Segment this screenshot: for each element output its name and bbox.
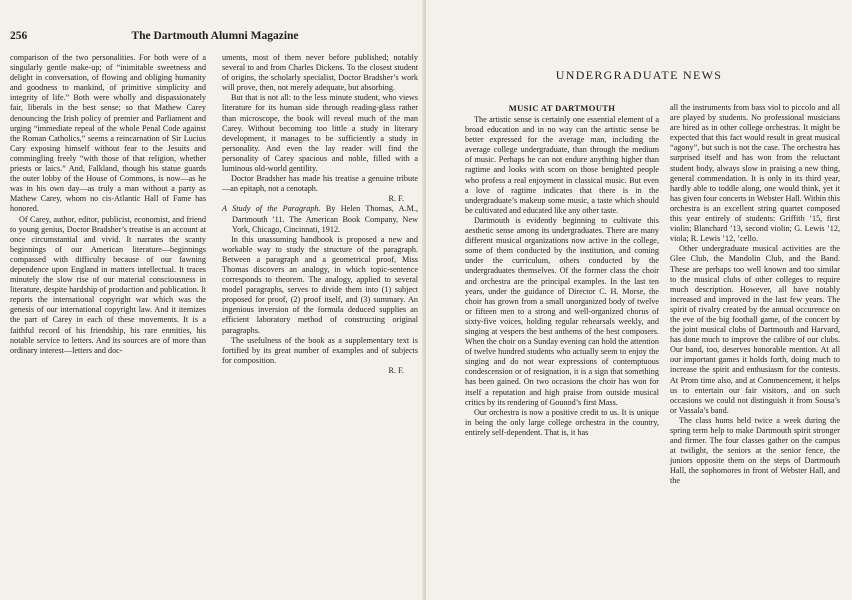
paragraph: In this unassuming handbook is proposed a new and workable way to study the structure of the paragraph. Between a paragraph and a geometrical proof, Miss Thomas discovers an analogy, in which topic-sentence corresponds to theorem. The analogy, applied to several model paragraphs, serves to divide them into (1) subject proposed for proof, (2) proof itself, and (3) summary. An ingenious inversion of the formula deduced supplies an efficient laboratory method of constructing original paragraphs. [222, 234, 418, 335]
paragraph: But that is not all: to the less minute student, who views literature for its human side through reading-glass rather than microscope, the book will reveal much of the man Carey. Without becoming too little a study in literary development, it manages to be sufficiently a study in personality. And even the lay reader will find the personality of Carey spacious and noble, filled with a luminous old-world gentility. [222, 93, 418, 174]
review-meta: By Helen Thomas, A.M., Dartmouth ’11. The American Book Company, New York, Chicago, Cincinnati, 1912. [232, 204, 418, 234]
review-heading [222, 204, 418, 234]
paragraph: Other undergraduate musical activities are the Glee Club, the Mandolin Club, and the Band. These are perhaps too well known and too similar to the musical clubs of other colleges to require much description. However, all have notably increased and improved in the last few years. The spirit of rivalry created by the annual occurence on the eve of the big football game, of the concert by the joint musical clubs of Dartmouth and Harvard, has done much to improve the calibre of our clubs. Our band, too, deserves honorable mention. At all our important games it holds forth, doing much to increase the spirit and enthusiasm for the contests. At Prom time also, and at Commencement, it helps us to entertain our fair visitors, and on such occasions we could not distinguish it from Sousa’s or Vassala’s band. [670, 244, 840, 415]
paragraph: Our orchestra is now a positive credit to us. It is unique in being the only large college orchestra in the country, entirely self-dependent. That is, it has [465, 407, 659, 437]
signature: R. F. [388, 194, 404, 204]
paragraph: all the instruments from bass viol to piccolo and all are played by students. No professional musicians are hired as in other college orchestras. It might be expected that this fact would result in great musical “agony”, but such is not the case. The orchestra has surprised itself and has won from the reluctant student body, always slow in praising a new thing, general commendation. It is only in its third year, hardly able to toddle along, one would think, yet it has given four concerts in Webster Hall. Within this orchestra is an excellent string quartet composed this year entirely of students: Griffith ’15, first violin; Blanchard ’13, second violin; G. Lewis ’12, viola; R. Lewis ’12, ’cello. [670, 103, 840, 244]
page-number: 256 [10, 30, 28, 42]
left-column-2 [222, 53, 418, 376]
signature: R. F. [388, 365, 404, 375]
paragraph: The usefulness of the book as a supplementary text is fortified by its great number of examples and of subjects for composition. [222, 335, 418, 365]
article-title: MUSIC AT DARTMOUTH [508, 103, 616, 113]
right-column-1 [465, 115, 659, 438]
paragraph: uments, most of them never before published; notably several to and from Charles Dickens. To the closest student of origins, the scholarly specialist, Doctor Bradsher’s work will prove, then, not merely adequate, but absorbing. [222, 53, 418, 93]
left-column-1 [10, 53, 206, 356]
running-head: The Dartmouth Alumni Magazine [131, 30, 299, 42]
paragraph: The class hums held twice a week during the spring term help to make Dartmouth spirit stronger and firmer. The four classes gather on the campus at twilight, the seniors at the senior fence, the juniors opposite them on the steps of Dartmouth Hall, the sophomores in front of Webster Hall, and the [670, 415, 840, 486]
paragraph: Of Carey, author, editor, publicist, economist, and friend to young genius, Doctor Bradsher’s treatise is an account at once circumstantial and vivid. It narrates the scanty beginnings of our American literature—beginnings compassed with difficulty because of our fawning dependence upon England in matters intellectual. It traces minutely the slow rise of our material consciousness in literature, despite hardship of production and publication. It reports the international copyright war which was the genesis of our international copyright law. And it itemizes the part of Carey in each of these movements. It is a faithful record of his friendship, his rare enmities, his notable service to letters. And its sources are of more than ordinary interest—letters and doc- [10, 214, 206, 355]
review-title: A Study of the Paragraph. [222, 204, 321, 214]
section-title: UNDERGRADUATE NEWS [555, 68, 723, 82]
right-column-2 [670, 103, 840, 487]
paragraph: Dartmouth is evidently beginning to cultivate this aesthetic sense among its undergraduates. There are many different musical organizations now active in the college, some of them conducted by the institution, and coming under the curriculum, others conducted by the undergraduates themselves. Of the former class the choir and orchestra are the principal examples. In the last ten years, under the guidance of Director C. H. Morse, the choir has grown from a small unorganized body of twelve or fifteen men to a strong and well-organized chorus of sixty-five voices, holding regular rehearsals weekly, and singing at vespers the best anthems of the best composers. When the choir on a Sunday evening can hold the attention of twelve hundred students who actually seem to enjoy the singing and do not wear expressions of contemptuous condescension or of resignation, it is a sign that something has been gained. On two occasions the choir has won for itself a reputation and high praise from outside musical critics by its rendering of Gounod’s first Mass. [465, 215, 659, 407]
paragraph: Doctor Bradsher has made his treatise a genuine tribute—an epitaph, not a cenotaph. [222, 174, 418, 194]
paragraph: comparison of the two personalities. For both were of a singularly gentle make-up; of “inimitable sweetness and delight in conversation, of flowing and obliging humanity and goodness to mankind, of primitive simplicity and integrity of life.” Both were wholly and dispassionately fair, liberals in the best sense; so that Mathew Carey denouncing the Irish policy of premier and Parliament and urging “immediate repeal of the whole Penal Code against the Roman Catholics,” seems a reincarnation of Sir Lucius Cary exposing himself without fear to the Jesuits and commingling freely “with those of that religion, whether priests or laics.” And, Falkland, though his statue guards the outer lobby of the House of Commons, is now—as he was in his own day—as truly a man without a party as Mathew Carey, whom no cis-Atlantic Hall of Fame has honored. [10, 53, 206, 214]
paragraph: The artistic sense is certainly one essential element of a broad education and in no way can the artistic sense be better expressed for the average man, including the average college undergraduate, than through the medium of music. Perhaps he can not endure anything higher than ragtime and looks with scorn on those benighted people who profess a real enjoyment in classical music. But even a love of ragtime indicates that there is in the undergraduate’s makeup some music, a taste which should be cultivated and educated like any other taste. [465, 115, 659, 215]
